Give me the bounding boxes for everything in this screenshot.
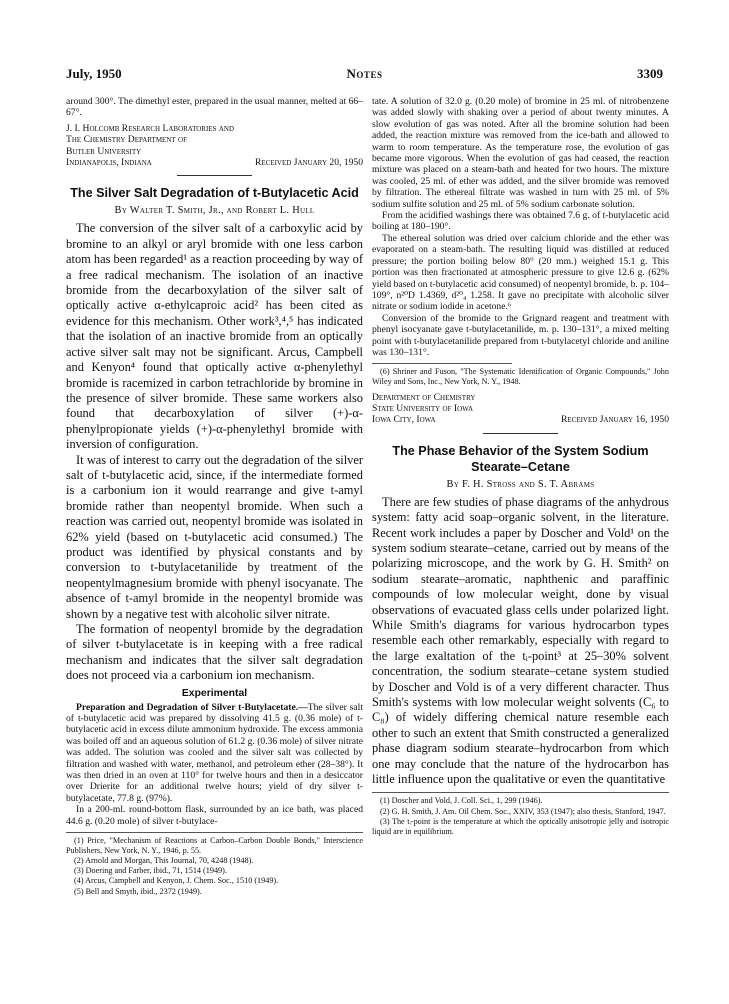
issue-date: July, 1950 <box>66 66 122 81</box>
body-paragraph: There are few studies of phase diagrams of the anhydrous system: fatty acid soap–organic solvent, in the literature. Recent work includes a paper by Doscher and Vold¹ on the system sodium stearate–cetane, carried out by means of the polarizing microscope, and the work by G. H. Smith² on sodium stearate–aromatic, naphthenic and paraffinic compounds of low molecular weight, done by visual observations of evacuated glass cells under polarized light. While Smith's diagrams for various hydrocarbon types resemble each other remarkably, especially with regard to the large exaltation of the tᵢ-point³ at 25–30% solvent concentration, the sodium stearate–cetane system studied by Doscher and Vold is of a very different character. Thus Smith's systems with low molecular weight solvents (C₆ to C₈) of widely differing chemical nature resemble each other to such an extent that Smith constructed a generalized phase diagram sodium stearate–hydrocarbon from which one may conclude that the nature of the hydrocarbon has little influence upon the qualitative or even the quantitative <box>372 494 669 787</box>
experimental-paragraph: In a 200-ml. round-bottom flask, surrounded by an ice bath, was placed 44.6 g. (0.20 mole) of silver t-butylace- <box>66 804 363 827</box>
article-authors: By F. H. Stross and S. T. Abrams <box>446 478 595 490</box>
affiliation-line: Department of Chemistry <box>372 391 476 403</box>
right-column <box>372 96 669 837</box>
page-number: 3309 <box>637 66 663 81</box>
body-paragraph: It was of interest to carry out the degradation of the silver salt of t-butylacetic acid, since, if the intermediate formed is a carbonium ion it would rearrange and give t-amyl bromide rather than neopentyl bromide. When such a reaction was carried out, neopentyl bromide was isolated in 62% yield (based on t-butylacetic acid consumed.) The product was identified by physical constants and by conversion to t-butylacetanilide by treatment of the neopentylmagnesium bromide with phenyl isocyanate. The absence of t-amyl bromide in the neopentyl bromide was shown by a negative test with alcoholic silver nitrate. <box>66 452 363 621</box>
footnote: (2) G. H. Smith, J. Am. Oil Chem. Soc., XXIV, 353 (1947); also thesis, Stanford, 1947. <box>380 806 666 816</box>
footnote: (1) Doscher and Vold, J. Coll. Sci., 1, 299 (1946). <box>380 796 543 806</box>
affiliation-line: State University of Iowa <box>372 402 474 414</box>
body-paragraph: The formation of neopentyl bromide by the degradation of silver t-butylacetate is in keeping with a free radical mechanism and indicates that the silver salt degradation does not proceed via a carbonium ion mechanism. <box>66 622 363 683</box>
footnote-rule <box>372 792 669 793</box>
received-date: Received January 20, 1950 <box>254 157 363 169</box>
experimental-paragraph <box>66 702 363 805</box>
footnotes <box>372 796 669 836</box>
experimental-continued: tate. A solution of 32.0 g. (0.20 mole) of bromine in 25 ml. of nitrobenzene was added slowly with shaking over a period of about twenty minutes. A slow evolution of gas was noted. After all the bromine solution had been added, the reaction mixture was removed from the ice-bath and allowed to warm to room temperature. As the temperature rose, the evolution of gas became more vigorous. When the evolution of gas had ceased, the reaction mixture was placed on a steam-bath and heated for two hours. The mixture was cooled, 25 ml. of ether was added, and the silver bromide was removed by filtration. The ethereal filtrate was washed in turn with 25 ml. of 5% sodium sulfite solution and 25 ml. of 5% sodium carbonate solution. <box>372 96 669 210</box>
footnote-rule <box>372 363 512 364</box>
article-title: The Phase Behavior of the System Sodium Stearate–Cetane <box>392 443 649 474</box>
previous-affiliation <box>66 123 363 169</box>
experimental-text: The silver salt of t-butylacetic acid was prepared by dissolving 41.5 g. (0.36 mole) of t-butylacetic acid in excess dilute ammonium hydroxide. The excess ammonia was boiled off and an aqueous solution of 61.2 g. (0.36 mole) of silver nitrate was added. The solution was cooled and the silver salt was collected by filtration and washed with water, methanol, and petroleum ether (28–38°). It was then dried in an oven at 110° for twelve hours and then in a desiccator over Drierite for an additional twelve hours; yield of dry silver t-butylacetate, 77.8 g. (97%). <box>66 701 363 804</box>
footnote: (1) Price, "Mechanism of Reactions at Carbon–Carbon Double Bonds," Interscience Publishers, New York, N. Y., 1946, p. 55. <box>66 836 363 856</box>
affiliation-line: The Chemistry Department of <box>66 134 187 146</box>
footnote: (3) Doering and Farber, ibid., 71, 1514 (1949). <box>74 866 227 876</box>
experimental-heading: Experimental <box>181 687 248 699</box>
experimental-subheading: Preparation and Degradation of Silver t-Butylacetate.— <box>76 701 308 713</box>
section-name: Notes <box>346 66 383 81</box>
article-separator <box>483 433 558 434</box>
footnotes <box>66 836 363 897</box>
affiliation-city: Indianapolis, Indiana <box>66 157 152 169</box>
footnote-rule <box>66 832 363 833</box>
footnote: (5) Bell and Smyth, ibid., 2372 (1949). <box>74 886 202 896</box>
footnote: (2) Arnold and Morgan, This Journal, 70, 4248 (1948). <box>74 856 254 866</box>
footnotes <box>372 367 669 387</box>
experimental-paragraph: The ethereal solution was dried over calcium chloride and the ether was evaporated on a steam-bath. The resulting liquid was distilled at reduced pressure; the portion boiling below 80° (20 mm.) weighed 15.1 g. This portion was then fractionated at atmospheric pressure to give 12.6 g. (62% yield based on t-butylacetic acid consumed) of neopentyl bromide, b. p. 104–109°, n²⁰D 1.4369, d²⁰₄ 1.258. It gave no precipitate with alcoholic silver nitrate or sodium iodide in acetone.⁶ <box>372 232 669 313</box>
affiliation <box>372 392 669 426</box>
footnote: (6) Shriner and Fuson, "The Systematic Identification of Organic Compounds," John Wiley and Sons, Inc., New York, N. Y., 1948. <box>372 367 669 387</box>
article-separator <box>177 175 252 176</box>
article-title: The Silver Salt Degradation of t-Butylacetic Acid <box>70 186 359 201</box>
left-column <box>66 96 363 897</box>
received-date: Received January 16, 1950 <box>560 414 669 426</box>
affiliation-line: J. I. Holcomb Research Laboratories and <box>66 122 235 134</box>
body-paragraph: The conversion of the silver salt of a carboxylic acid by bromine to an alkyl or aryl bromide with one less carbon atom has been regarded¹ as a reaction proceeding by way of a free radical mechanism. The isolation of an inactive bromide from the decarboxylation of the silver salt of optically active α-ethylcaproic acid² has been cited as evidence for this mechanism. Other work³,⁴,⁵ has indicated that the isolation of an inactive bromide from an optically active silver salt may not be significant. Arcus, Campbell and Kenyon⁴ found that optically active α-phenylethyl bromide is racemized in carbon tetrachloride by bromine in the presence of silver bromide. These same workers also found that decarboxylation of silver (+)-α-phenylpropionate yields (+)-α-phenylethyl bromide with inversion of configuration. <box>66 221 363 452</box>
affiliation-city: Iowa City, Iowa <box>372 414 436 426</box>
experimental-paragraph: Conversion of the bromide to the Grignard reagent and treatment with phenyl isocyanate gave t-butylacetanilide, m. p. 130–131°, a mixed melting point with t-butylacetanilide prepared from t-butylacetyl chloride and aniline was 130–131°. <box>372 312 669 358</box>
experimental-paragraph: From the acidified washings there was obtained 7.6 g. of t-butylacetic acid boiling at 180–190°. <box>372 210 669 233</box>
article-authors: By Walter T. Smith, Jr., and Robert L. Hull <box>114 205 315 217</box>
footnote: (4) Arcus, Campbell and Kenyon, J. Chem. Soc., 1510 (1949). <box>74 876 279 886</box>
footnote: (3) The tᵢ-point is the temperature at which the optically anisotropic jelly and isotropic liquid are in equilibrium. <box>372 816 669 836</box>
previous-article-tail: around 300°. The dimethyl ester, prepared in the usual manner, melted at 66–67°. <box>66 96 363 119</box>
running-header <box>66 66 663 82</box>
affiliation-line: Butler University <box>66 145 142 157</box>
